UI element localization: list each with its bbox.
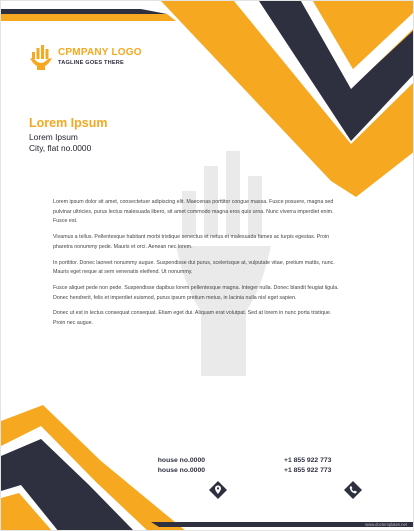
body-paragraph: Lorem ipsum dolor sit amet, consectetuer adipiscing elit. Maecenas porttitor congue massa. Fusce posuere, magna sed pulvinar ultricies, purus lectus malesuada libero, sit amet commodo magna eros quis urna. Nunc viverra imperdiet enim. Fusce est. — [53, 199, 334, 225]
company-name: CPMPANY LOGO — [58, 46, 142, 58]
company-tagline: TAGLINE GOES THERE — [58, 59, 124, 66]
phone-line: +1 855 922 773 — [284, 457, 332, 464]
body-paragraph: Donec ut est in lectus consequat consequat. Etiam eget dui. Aliquam erat volutpat. Sed at lorem in nunc porta tristique. Proin nec augue. — [53, 310, 332, 327]
address-line: house no.0000 — [157, 467, 205, 474]
phone-line: +1 855 922 773 — [284, 467, 332, 474]
phone-icon — [344, 481, 362, 499]
website-watermark: www.doctemplates.net — [365, 522, 407, 527]
body-paragraph: Vivamus a tellus. Pellentesque habitant morbi tristique senectus et netus et malesuada fames ac turpis egestas. Proin pharetra nonummy pede. Mauris et orci. Aenean nec lorem. — [53, 234, 330, 250]
header-dark-strip — [1, 9, 167, 14]
footer-address — [149, 456, 205, 476]
letter-body — [53, 198, 343, 335]
sender-name: Lorem Ipsum — [29, 132, 78, 142]
sender-title: Lorem Ipsum — [29, 116, 108, 130]
location-pin-icon — [209, 481, 227, 499]
company-logo — [30, 44, 142, 70]
body-paragraph: In porttitor. Donec laoreet nonummy augue. Suspendisse dui purus, scelerisque at, vulputate vitae, pretium mattis, nunc. Mauris eget neque at sem venenatis eleifend. Ut nonummy. — [53, 259, 335, 276]
sender-address: City, flat no.0000 — [29, 143, 92, 153]
address-line: house no.0000 — [157, 457, 205, 464]
chart-hand-logo-icon — [30, 44, 52, 70]
sender-block — [29, 116, 108, 153]
body-paragraph: Fusce aliquet pede non pede. Suspendisse dapibus lorem pellentesque magna. Integer nulla. Donec blandit feugiat ligula. Donec hendrerit, felis et imperdiet euismod, purus ipsum pretium metus, in lacinia nulla nisl eget sapien. — [53, 284, 339, 301]
header-yellow-strip — [1, 14, 176, 21]
footer-phone — [284, 456, 331, 476]
